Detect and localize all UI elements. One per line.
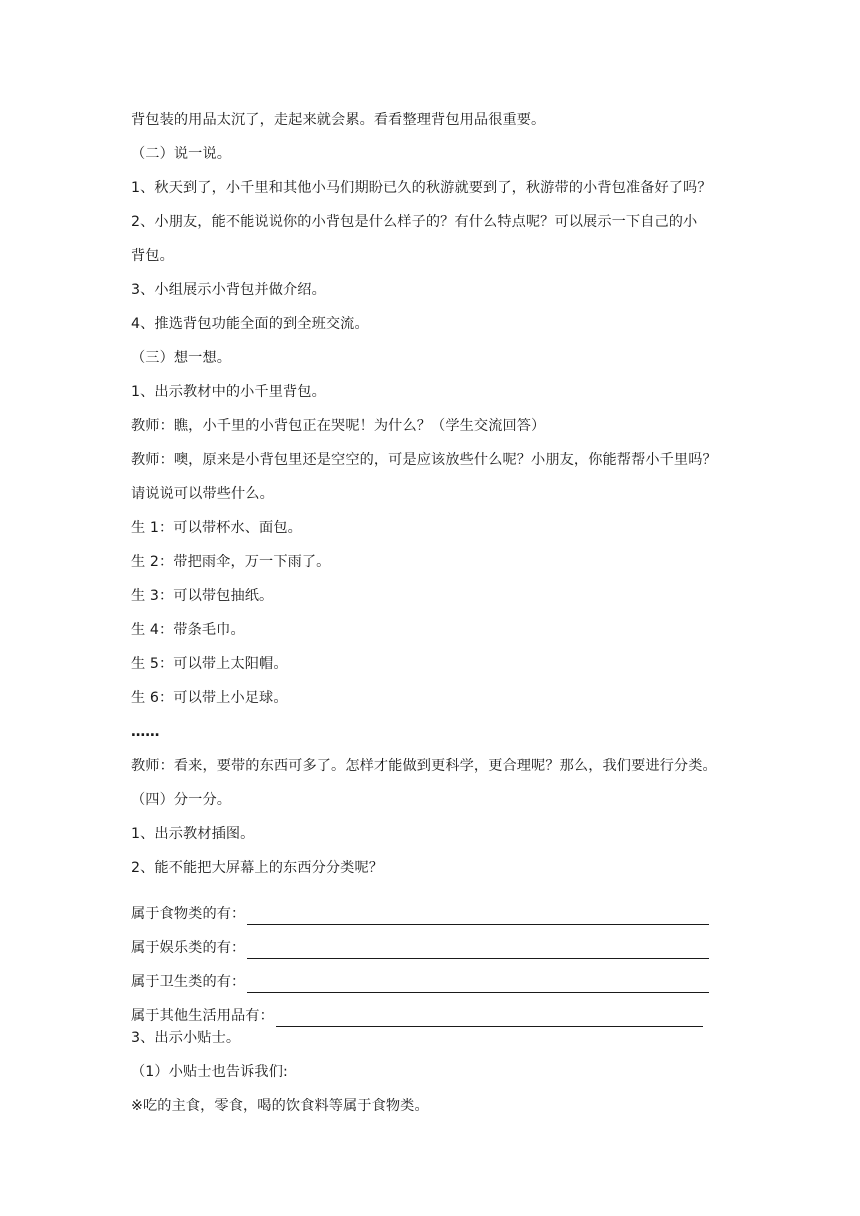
paragraph-line: 背包装的用品太沉了，走起来就会累。看看整理背包用品很重要。 (131, 112, 546, 128)
fill-in-line-hygiene (131, 959, 741, 993)
paragraph-line: ※吃的主食，零食，喝的饮食料等属于食物类。 (131, 1098, 429, 1114)
paragraph-line: 2、能不能把大屏幕上的东西分分类呢？ (131, 860, 384, 876)
paragraph-line: 2、小朋友，能不能说说你的小背包是什么样子的？有什么特点呢？可以展示一下自己的小 (131, 214, 698, 230)
fill-in-line-other (131, 993, 741, 1027)
fill-in-blank[interactable] (247, 908, 709, 925)
student-answer: 生 6：可以带上小足球。 (131, 690, 288, 706)
fill-in-label: 属于娱乐类的有： (131, 940, 246, 956)
dialogue-line: 教师：噢，原来是小背包里还是空空的，可是应该放些什么呢？小朋友，你能帮帮小千里吗？ (131, 452, 717, 468)
dialogue-line: 请说说可以带些什么。 (131, 486, 274, 502)
fill-in-label: 属于卫生类的有： (131, 974, 246, 990)
fill-in-line-food (131, 891, 741, 925)
student-answer: 生 2：带把雨伞，万一下雨了。 (131, 554, 331, 570)
student-answer: 生 5：可以带上太阳帽。 (131, 656, 288, 672)
paragraph-line: 3、出示小贴士。 (131, 1030, 241, 1046)
fill-in-blank[interactable] (276, 1010, 703, 1027)
paragraph-line: （1）小贴士也告诉我们: (131, 1064, 288, 1080)
fill-in-blank[interactable] (247, 942, 709, 959)
student-answer: 生 3：可以带包抽纸。 (131, 588, 274, 604)
ellipsis: …… (131, 724, 160, 740)
dialogue-line: 教师：瞧，小千里的小背包正在哭呢！为什么？（学生交流回答） (131, 418, 546, 434)
student-answer: 生 1：可以带杯水、面包。 (131, 520, 302, 536)
section-heading: （四）分一分。 (131, 792, 232, 808)
paragraph-line: 3、小组展示小背包并做介绍。 (131, 282, 326, 298)
fill-in-label: 属于食物类的有： (131, 906, 246, 922)
paragraph-line: 1、出示教材中的小千里背包。 (131, 384, 326, 400)
paragraph-line: 1、出示教材插图。 (131, 826, 255, 842)
paragraph-line: 1、秋天到了，小千里和其他小马们期盼已久的秋游就要到了，秋游带的小背包准备好了吗？ (131, 180, 712, 196)
section-heading: （二）说一说。 (131, 146, 232, 162)
dialogue-line: 教师：看来，要带的东西可多了。怎样才能做到更科学，更合理呢？那么，我们要进行分类。 (131, 758, 717, 774)
fill-in-blank[interactable] (247, 976, 709, 993)
fill-in-label: 属于其他生活用品有： (131, 1008, 274, 1024)
fill-in-line-entertainment (131, 925, 741, 959)
paragraph-line: 4、推选背包功能全面的到全班交流。 (131, 316, 369, 332)
student-answer: 生 4：带条毛巾。 (131, 622, 245, 638)
document-body (131, 109, 741, 1129)
paragraph-line: 背包。 (131, 248, 174, 264)
section-heading: （三）想一想。 (131, 350, 232, 366)
